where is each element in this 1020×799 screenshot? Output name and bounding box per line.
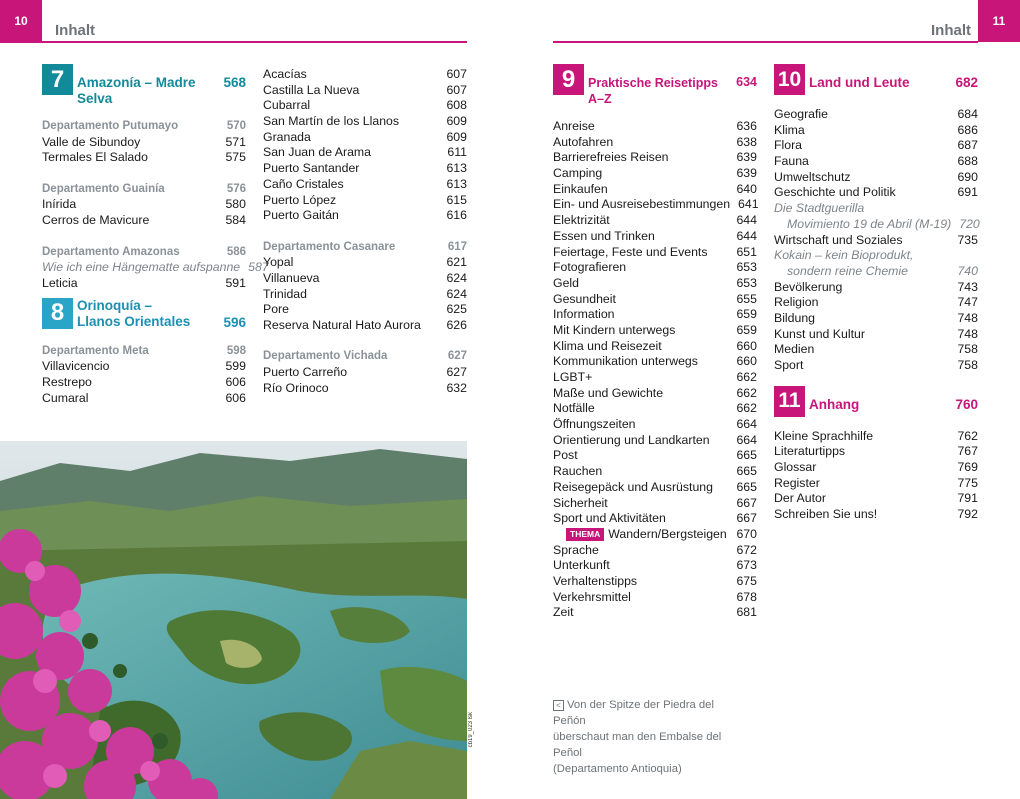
toc-entry[interactable]: Caño Cristales 613 [263, 176, 467, 191]
photo-credit: cb19_023 lsk [468, 712, 474, 748]
practical-tips-list-2 [553, 543, 757, 621]
chapter-title: Orinoquía – Llanos Orientales [77, 297, 191, 329]
toc-entry[interactable]: Wirtschaft und Soziales 735 [774, 232, 978, 247]
toc-column-3 [553, 67, 757, 621]
photo-caption: < Von der Spitze der Piedra del Peñón überschaut man den Embalse del Peñol (Departamento Antioquia) [553, 699, 722, 775]
toc-entry[interactable]: Puerto Carreño 627 [263, 365, 467, 380]
land-people-list-2 [774, 280, 978, 374]
toc-entry[interactable]: Gesundheit 655 [553, 291, 757, 306]
toc-entry-feature[interactable]: sondern reine Chemie 740 [787, 263, 978, 278]
toc-entry[interactable]: Cubarral 608 [263, 98, 467, 113]
section-heading-amazonas[interactable]: Departamento Amazonas 586 [42, 245, 246, 258]
toc-entry[interactable]: Cumaral 606 [42, 390, 246, 405]
toc-entry[interactable]: Glossar 769 [774, 460, 978, 475]
left-page-number: 10 [0, 0, 42, 42]
toc-entry[interactable]: Kunst und Kultur 748 [774, 326, 978, 341]
toc-entry[interactable]: Religion 747 [774, 295, 978, 310]
chapter-page: 596 [223, 314, 246, 330]
toc-entry[interactable]: Literaturtipps 767 [774, 444, 978, 459]
thema-badge: THEMA [566, 528, 604, 541]
toc-entry[interactable]: LGBT+ 662 [553, 370, 757, 384]
toc-entry[interactable]: Orientierung und Landkarten 664 [553, 432, 757, 447]
toc-entry[interactable]: Der Autor 791 [774, 491, 978, 506]
toc-entry[interactable]: Sprache 672 [553, 542, 757, 557]
toc-entry[interactable]: Feiertage, Feste und Events 651 [553, 244, 757, 259]
chapter-page: 568 [223, 75, 246, 90]
toc-entry[interactable]: Puerto Gaitán 616 [263, 208, 467, 223]
section-heading-casanare[interactable]: Departamento Casanare 617 [263, 240, 467, 253]
toc-entry[interactable]: Puerto López 615 [263, 192, 467, 207]
chapter-number: 9 [553, 64, 584, 95]
toc-entry[interactable]: Flora 687 [774, 138, 978, 153]
section-heading-meta[interactable]: Departamento Meta 598 [42, 344, 246, 357]
toc-entry[interactable]: Valle de Sibundoy 571 [42, 134, 246, 149]
toc-entry[interactable]: Autofahren 638 [553, 134, 757, 149]
chapter-number: 8 [42, 298, 73, 329]
chapter-title: Amazonía – Madre Selva [77, 75, 196, 106]
chapter-number: 11 [774, 386, 805, 417]
toc-entry[interactable]: Post 665 [553, 448, 757, 463]
toc-entry[interactable]: Sicherheit 667 [553, 495, 757, 510]
toc-entry[interactable]: Maße und Gewichte 662 [553, 385, 757, 400]
chapter-10-heading[interactable] [774, 64, 978, 95]
landscape-photo [0, 441, 467, 799]
arrow-left-icon: < [553, 700, 564, 711]
toc-entry[interactable]: Fauna 688 [774, 154, 978, 169]
toc-entry[interactable]: Restrepo 606 [42, 374, 246, 389]
chapter-8-heading[interactable] [42, 298, 246, 330]
toc-entry[interactable]: Anreise 636 [553, 119, 757, 133]
toc-entry[interactable]: San Martín de los Llanos 609 [263, 114, 467, 129]
toc-entry[interactable]: Geografie 684 [774, 107, 978, 121]
right-page-number: 11 [978, 0, 1020, 42]
toc-column-1 [42, 65, 269, 406]
land-people-list [774, 107, 978, 201]
toc-entry[interactable]: Pore 625 [263, 302, 467, 317]
appendix-list [774, 429, 978, 523]
chapter-page: 760 [955, 396, 978, 412]
toc-entry[interactable]: Yopal 621 [263, 255, 467, 270]
toc-entry[interactable]: Inírida 580 [42, 197, 246, 212]
toc-entry[interactable]: Klima 686 [774, 122, 978, 137]
toc-entry[interactable]: Register 775 [774, 475, 978, 490]
chapter-page: 634 [736, 75, 757, 89]
toc-entry[interactable]: Verhaltenstipps 675 [553, 573, 757, 588]
section-heading-putumayo[interactable]: Departamento Putumayo 570 [42, 120, 246, 132]
left-header-rule [0, 41, 467, 43]
toc-entry[interactable]: Öffnungszeiten 664 [553, 417, 757, 432]
section-heading-guainia[interactable]: Departamento Guainía 576 [42, 182, 246, 195]
toc-entry[interactable]: Rauchen 665 [553, 464, 757, 479]
toc-entry[interactable]: Einkaufen 640 [553, 181, 757, 196]
toc-entry[interactable]: Barrierefreies Reisen 639 [553, 150, 757, 165]
toc-entry[interactable]: Unterkunft 673 [553, 558, 757, 573]
toc-entry[interactable]: Schreiben Sie uns! 792 [774, 507, 978, 522]
toc-entry-feature[interactable]: Wie ich eine Hängematte aufspanne 587 [42, 260, 269, 275]
toc-entry[interactable]: Bildung 748 [774, 310, 978, 325]
toc-entry[interactable]: Río Orinoco 632 [263, 380, 467, 395]
toc-column-4 [774, 67, 978, 523]
toc-entry-feature[interactable]: Kokain – kein Bioprodukt, [774, 248, 914, 263]
chapter-number: 7 [42, 64, 73, 95]
chapter-title: Anhang [809, 396, 860, 412]
chapter-page: 682 [955, 75, 978, 90]
toc-entry[interactable]: San Juan de Arama 611 [263, 145, 467, 160]
toc-entry[interactable]: Termales El Salado 575 [42, 150, 246, 165]
toc-entry[interactable]: Kommunikation unterwegs 660 [553, 354, 757, 369]
practical-tips-list [553, 119, 757, 527]
toc-entry[interactable]: Bevölkerung 743 [774, 279, 978, 294]
toc-entry[interactable]: Fotografieren 653 [553, 260, 757, 275]
toc-entry[interactable]: Camping 639 [553, 166, 757, 181]
chapter-title: Land und Leute [809, 75, 910, 90]
right-running-title: Inhalt [931, 22, 971, 39]
toc-entry[interactable]: Umweltschutz 690 [774, 169, 978, 184]
toc-entry[interactable]: Sport und Aktivitäten 667 [553, 511, 757, 526]
toc-entry[interactable]: Zeit 681 [553, 605, 757, 620]
chapter-9-heading[interactable] [553, 64, 757, 107]
chapter-7-heading[interactable] [42, 64, 246, 107]
toc-entry[interactable]: Elektrizität 644 [553, 213, 757, 228]
toc-entry[interactable]: Sport 758 [774, 358, 978, 372]
toc-entry[interactable]: Granada 609 [263, 129, 467, 144]
toc-entry-thema[interactable]: THEMA Wandern/Bergsteigen 670 [553, 527, 757, 543]
toc-entry[interactable]: Mit Kindern unterwegs 659 [553, 322, 757, 337]
toc-entry[interactable]: Puerto Santander 613 [263, 161, 467, 176]
toc-entry[interactable]: Ein- und Ausreisebestimmungen 641 [553, 197, 759, 212]
chapter-number: 10 [774, 64, 805, 95]
toc-entry[interactable]: Acacías 607 [263, 67, 467, 81]
chapter-11-heading[interactable] [774, 386, 978, 417]
toc-entry[interactable]: Medien 758 [774, 342, 978, 357]
toc-entry[interactable]: Notfälle 662 [553, 401, 757, 416]
left-running-title: Inhalt [55, 22, 95, 39]
toc-column-2 [263, 67, 467, 396]
section-heading-vichada[interactable]: Departamento Vichada 627 [263, 350, 467, 363]
toc-entry[interactable]: Geschichte und Politik 691 [774, 185, 978, 200]
toc-entry[interactable]: Reisegepäck und Ausrüstung 665 [553, 479, 757, 494]
toc-entry[interactable]: Essen und Trinken 644 [553, 228, 757, 243]
toc-entry[interactable]: Kleine Sprachhilfe 762 [774, 428, 978, 443]
toc-entry[interactable]: Reserva Natural Hato Aurora 626 [263, 318, 467, 332]
toc-entry-feature[interactable]: Movimiento 19 de Abril (M-19) 720 [787, 216, 980, 231]
toc-entry[interactable]: Verkehrsmittel 678 [553, 589, 757, 604]
toc-entry[interactable]: Leticia 591 [42, 275, 246, 290]
toc-entry[interactable]: Klima und Reisezeit 660 [553, 338, 757, 353]
toc-entry[interactable]: Villavicencio 599 [42, 359, 246, 374]
toc-entry[interactable]: Cerros de Mavicure 584 [42, 213, 246, 228]
toc-entry[interactable]: Geld 653 [553, 275, 757, 290]
toc-entry[interactable]: Villanueva 624 [263, 270, 467, 285]
toc-entry[interactable]: Castilla La Nueva 607 [263, 82, 467, 97]
toc-entry-feature[interactable]: Die Stadtguerilla [774, 201, 865, 216]
toc-entry[interactable]: Information 659 [553, 307, 757, 322]
chapter-title: Praktische Reisetipps A–Z [588, 76, 718, 106]
right-header-rule [553, 41, 978, 43]
toc-entry[interactable]: Trinidad 624 [263, 286, 467, 301]
